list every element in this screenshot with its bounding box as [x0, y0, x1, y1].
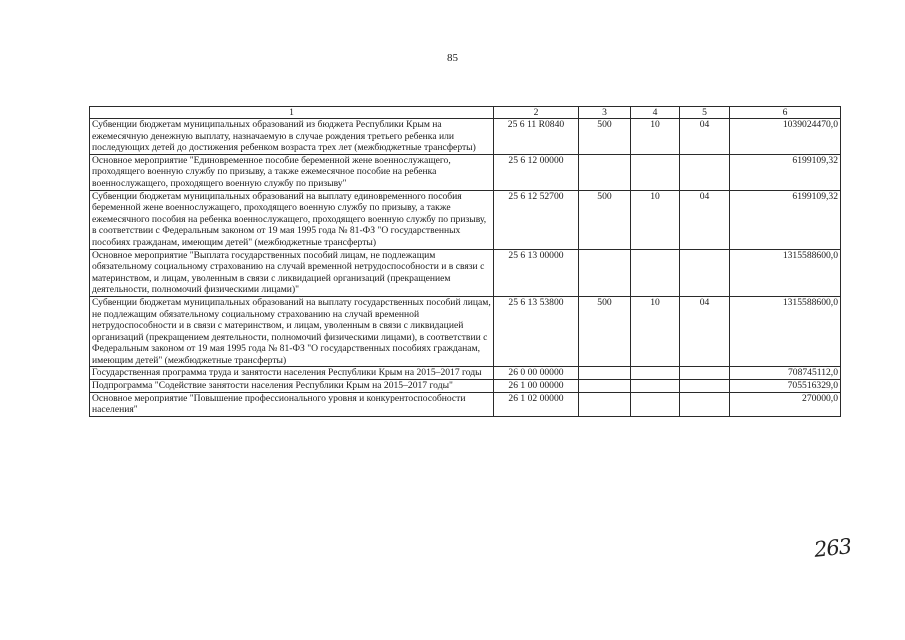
row-col5 [680, 249, 730, 296]
row-col5 [680, 392, 730, 416]
row-name: Основное мероприятие "Единовременное пособие беременной жене военнослужащего, проходящего военную службу по призыву, а также ежемесячное пособие на ребенка военнослужащего, проходящего военную службу по призыву" [90, 154, 494, 190]
row-code: 25 6 12 52700 [494, 190, 579, 249]
row-col5: 04 [680, 190, 730, 249]
row-code: 26 1 02 00000 [494, 392, 579, 416]
row-col4: 10 [631, 119, 680, 155]
row-col3 [579, 392, 631, 416]
col-header-amount: 6 [730, 107, 841, 119]
row-name: Государственная программа труда и занятости населения Республики Крым на 2015–2017 годы [90, 367, 494, 380]
row-col5: 04 [680, 119, 730, 155]
row-code: 25 6 13 53800 [494, 296, 579, 367]
row-name: Субвенции бюджетам муниципальных образований из бюджета Республики Крым на ежемесячную денежную выплату, назначаемую в случае рождения третьего ребенка или последующих детей до достижения ребенком возраста трех лет (межбюджетные трансферты) [90, 119, 494, 155]
row-code: 25 6 13 00000 [494, 249, 579, 296]
table-row [90, 380, 841, 393]
table-row [90, 190, 841, 249]
col-header-code: 2 [494, 107, 579, 119]
row-amount: 6199109,32 [730, 190, 841, 249]
row-amount: 6199109,32 [730, 154, 841, 190]
row-col3: 500 [579, 296, 631, 367]
table-row [90, 367, 841, 380]
row-name: Подпрограмма "Содействие занятости населения Республики Крым на 2015–2017 годы" [90, 380, 494, 393]
row-amount: 708745112,0 [730, 367, 841, 380]
table-row [90, 154, 841, 190]
row-col5: 04 [680, 296, 730, 367]
row-amount: 1039024470,0 [730, 119, 841, 155]
row-col3 [579, 249, 631, 296]
row-col3: 500 [579, 119, 631, 155]
row-col3 [579, 380, 631, 393]
page-number: 85 [447, 52, 458, 64]
row-code: 26 1 00 00000 [494, 380, 579, 393]
row-col5 [680, 380, 730, 393]
row-col4 [631, 249, 680, 296]
row-col5 [680, 154, 730, 190]
col-header-4: 4 [631, 107, 680, 119]
row-name: Основное мероприятие "Выплата государственных пособий лицам, не подлежащим обязательному социальному страхованию на случай временной нетрудоспособности и в связи с материнством, и лицам, уволенным в связи с ликвидацией организаций (прекращением деятельности, полномочий физическими лицами)" [90, 249, 494, 296]
table-row [90, 296, 841, 367]
row-col4 [631, 380, 680, 393]
row-code: 25 6 11 R0840 [494, 119, 579, 155]
table-row [90, 249, 841, 296]
row-col3: 500 [579, 190, 631, 249]
row-col4: 10 [631, 190, 680, 249]
row-name: Субвенции бюджетам муниципальных образований на выплату государственных пособий лицам, не подлежащим обязательному социальному страхованию на случай временной нетрудоспособности и в связи с материнством, и лицам, уволенным в связи с ликвидацией организаций (прекращением деятельности, полномочий физическими лицами), в соответствии с Федеральным законом от 19 мая 1995 года № 81-ФЗ "О государственных пособиях гражданам, имеющим детей" (межбюджетные трансферты) [90, 296, 494, 367]
col-header-name: 1 [90, 107, 494, 119]
row-name: Субвенции бюджетам муниципальных образований на выплату единовременного пособия беременной жене военнослужащего, проходящего военную службу по призыву, а также ежемесячного пособия на ребенка военнослужащего, проходящего военную службу по призыву, в соответствии с Федеральным законом от 19 мая 1995 года № 81-ФЗ "О государственных пособиях гражданам, имеющим детей" (межбюджетные трансферты) [90, 190, 494, 249]
table-row [90, 119, 841, 155]
col-header-5: 5 [680, 107, 730, 119]
budget-table [89, 106, 841, 417]
handwritten-page-note: 263 [812, 534, 853, 562]
row-amount: 270000,0 [730, 392, 841, 416]
row-code: 25 6 12 00000 [494, 154, 579, 190]
row-col4: 10 [631, 296, 680, 367]
row-name: Основное мероприятие "Повышение профессионального уровня и конкурентоспособности населения" [90, 392, 494, 416]
row-col3 [579, 367, 631, 380]
row-col4 [631, 392, 680, 416]
col-header-3: 3 [579, 107, 631, 119]
row-col3 [579, 154, 631, 190]
row-code: 26 0 00 00000 [494, 367, 579, 380]
row-amount: 705516329,0 [730, 380, 841, 393]
row-col4 [631, 154, 680, 190]
table-row [90, 392, 841, 416]
header-row [90, 107, 841, 119]
row-col5 [680, 367, 730, 380]
row-amount: 1315588600,0 [730, 296, 841, 367]
row-col4 [631, 367, 680, 380]
row-amount: 1315588600,0 [730, 249, 841, 296]
